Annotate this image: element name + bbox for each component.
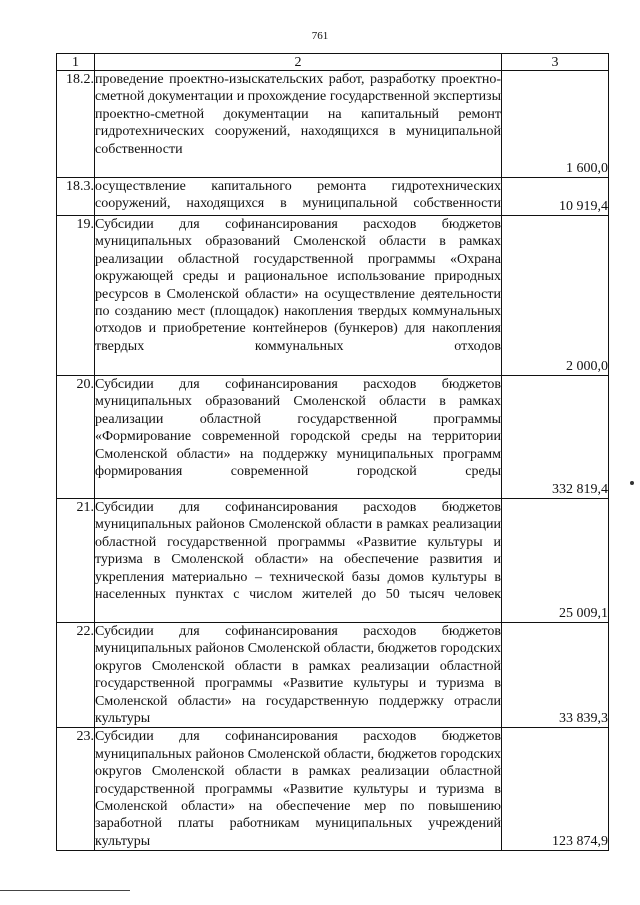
row-number: 18.3. [57, 178, 95, 216]
row-number: 21. [57, 499, 95, 623]
row-number: 22. [57, 623, 95, 728]
table-row [57, 178, 609, 216]
row-description: Субсидии для софинансирования расходов бюджетов муниципальных районов Смоленской области, бюджетов городских округов Смоленской области в рамках реализации областной государственной программы «Развитие культуры и туризма в Смоленской области» на государственную поддержку отрасли культуры [95, 624, 501, 727]
table-header [57, 54, 609, 71]
table-row [57, 216, 609, 376]
row-description: Субсидии для софинансирования расходов бюджетов муниципальных образований Смоленской области в рамках реализации областной государственной программы «Охрана окружающей среды и рациональное использование природных ресурсов в Смоленской области» на осуществление деятельности по созданию мест (площадок) накопления твердых коммунальных отходов и приобретение контейнеров (бункеров) для накопления твердых коммунальных отходов [95, 216, 502, 376]
row-amount: 1 600,0 [502, 71, 609, 178]
budget-table [56, 53, 609, 851]
column-header-3: 3 [502, 54, 609, 71]
row-amount: 332 819,4 [502, 376, 609, 499]
row-number: 20. [57, 376, 95, 499]
scan-mark [630, 481, 634, 485]
row-description: осуществление капитального ремонта гидротехнических сооружений, находящихся в муниципальной собственности [95, 178, 502, 216]
table-row [57, 499, 609, 623]
footnote-divider [0, 890, 130, 891]
row-description: Субсидии для софинансирования расходов бюджетов муниципальных районов Смоленской области в рамках реализации областной государственной программы «Развитие культуры и туризма в Смоленской области» на обеспечение развития и укрепления материально – технической базы домов культуры в населенных пунктах с числом жителей до 50 тысяч человек [95, 499, 502, 623]
row-description: Субсидии для софинансирования расходов бюджетов муниципальных районов Смоленской области, бюджетов городских округов Смоленской области в рамках реализации областной государственной программы «Развитие культуры и туризма в Смоленской области» на обеспечение мер по повышению заработной платы работникам муниципальных учреждений культуры [95, 728, 502, 851]
row-number: 18.2. [57, 71, 95, 178]
row-amount: 123 874,9 [502, 728, 609, 851]
row-amount: 33 839,3 [502, 623, 609, 728]
row-amount: 10 919,4 [502, 178, 609, 216]
row-amount: 25 009,1 [502, 499, 609, 623]
column-header-2: 2 [95, 54, 502, 71]
row-number: 23. [57, 728, 95, 851]
row-description: Субсидии для софинансирования расходов бюджетов муниципальных образований Смоленской области в рамках реализации областной государственной программы «Формирование современной городской среды на территории Смоленской области» на поддержку муниципальных программ формирования современной городской среды [95, 376, 502, 499]
page-number: 761 [311, 30, 329, 42]
row-amount: 2 000,0 [502, 216, 609, 376]
table-row [57, 376, 609, 499]
row-description: проведение проектно-изыскательских работ, разработку проектно-сметной документации и прохождение государственной экспертизы проектно-сметной документации на капитальный ремонт гидротехнических сооружений, находящихся в муниципальной собственности [95, 71, 502, 178]
table-row [57, 728, 609, 851]
column-header-1: 1 [57, 54, 95, 71]
table-row [57, 623, 609, 728]
table-row [57, 71, 609, 178]
row-number: 19. [57, 216, 95, 376]
